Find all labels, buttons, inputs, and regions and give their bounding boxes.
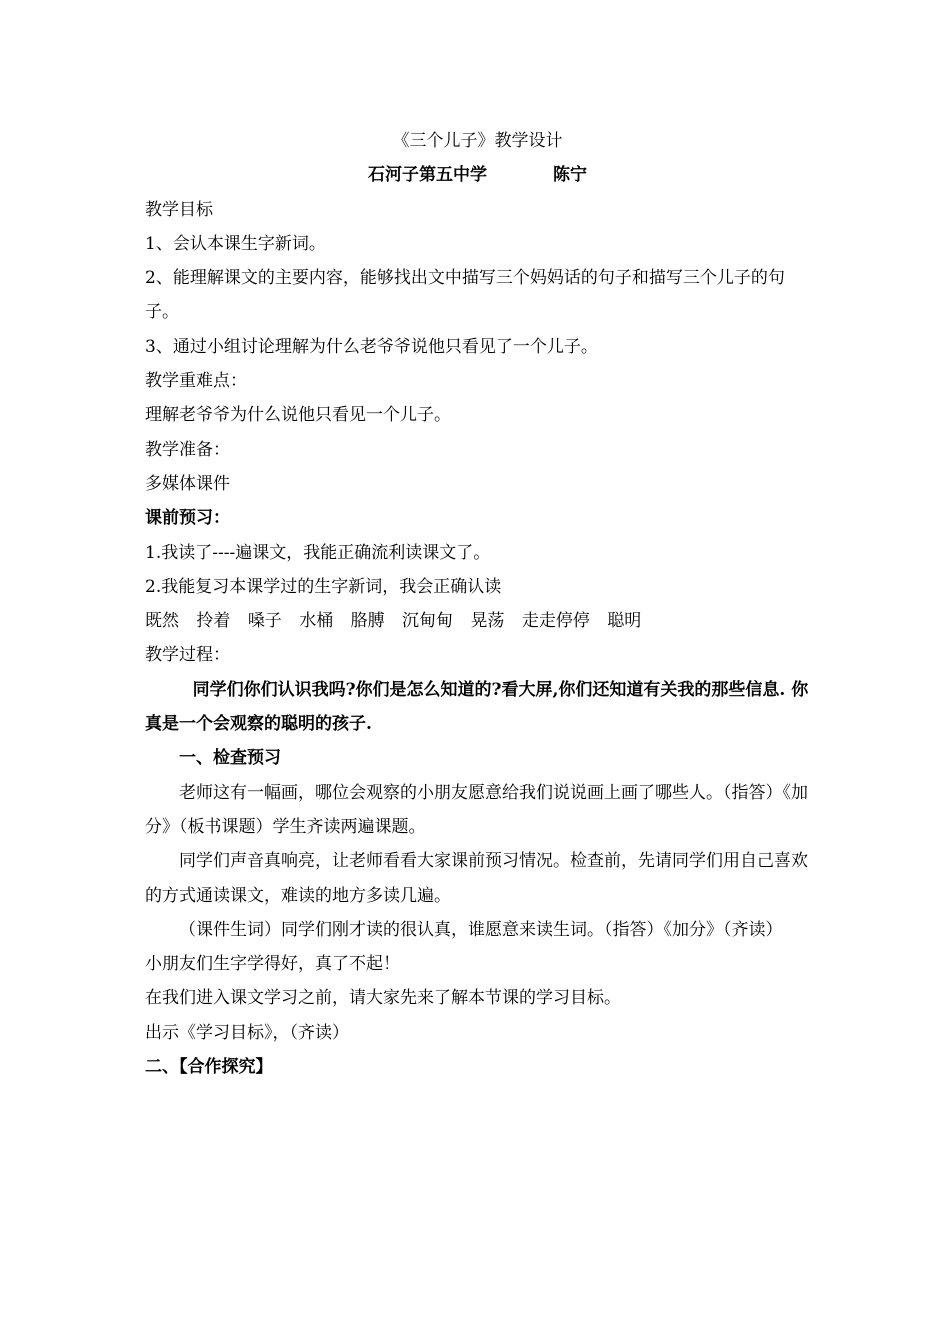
key-points-heading: 教学重难点： bbox=[145, 371, 247, 392]
goals-heading: 教学目标 bbox=[145, 199, 213, 220]
paragraph-6: 出示《学习目标》，（齐读） bbox=[145, 1022, 349, 1043]
section-2-heading: 二、【合作探究】 bbox=[145, 1057, 273, 1078]
school-name: 石河子第五中学 bbox=[368, 165, 487, 186]
vocab-word: 胳膊 bbox=[350, 611, 385, 632]
preview-item-2: 2.我能复习本课学过的生字新词，我会正确认读 bbox=[145, 576, 502, 597]
vocab-word: 既然 bbox=[145, 611, 179, 632]
preview-heading: 课前预习： bbox=[145, 508, 230, 529]
paragraph-5: 在我们进入课文学习之前，请大家先来了解本节课的学习目标。 bbox=[145, 988, 621, 1009]
goal-item-2: 2、能理解课文的主要内容，能够找出文中描写三个妈妈话的句子和描写三个儿子的句子。 bbox=[145, 268, 785, 323]
preview-item-1: 1.我读了----遍课文，我能正确流利读课文了。 bbox=[145, 542, 491, 563]
vocab-word: 嗓子 bbox=[247, 611, 282, 632]
paragraph-2: 同学们声音真响亮，让老师看看大家课前预习情况。检查前，先请同学们用自己喜欢的方式通读课文，难读的地方多读几遍。 bbox=[145, 851, 808, 906]
section-1-heading: 一、检查预习 bbox=[179, 748, 281, 769]
vocab-word: 走走停停 bbox=[521, 611, 590, 632]
document-body bbox=[145, 124, 810, 1084]
paragraph-4: 小朋友们生字学得好，真了不起！ bbox=[145, 954, 400, 975]
goal-item-3: 3、通过小组讨论理解为什么老爷爷说他只看见了一个儿子。 bbox=[145, 336, 598, 357]
paragraph-3: （课件生词）同学们刚才读的很认真，谁愿意来读生词。（指答）《加分》（齐读） bbox=[179, 919, 783, 940]
vocabulary-list bbox=[145, 604, 810, 638]
vocab-word: 拎着 bbox=[196, 611, 231, 632]
process-heading: 教学过程： bbox=[145, 645, 230, 666]
key-points-text: 理解老爷爷为什么说他只看见一个儿子。 bbox=[145, 405, 451, 426]
author-line bbox=[145, 158, 810, 192]
document-title: 《三个儿子》教学设计 bbox=[392, 131, 563, 151]
preparation-heading: 教学准备： bbox=[145, 439, 230, 460]
paragraph-1: 老师这有一幅画，哪位会观察的小朋友愿意给我们说说画上画了哪些人。（指答）《加分》（板书课题）学生齐读两遍课题。 bbox=[145, 782, 808, 837]
vocab-word: 聪明 bbox=[607, 611, 642, 632]
vocab-word: 晃荡 bbox=[470, 611, 505, 632]
vocab-word: 沉甸甸 bbox=[402, 611, 454, 632]
author-name: 陈宁 bbox=[553, 165, 587, 186]
goal-item-1: 1、会认本课生字新词。 bbox=[145, 233, 326, 254]
preparation-text: 多媒体课件 bbox=[145, 473, 230, 494]
intro-paragraph: 同学们你们认识我吗?你们是怎么知道的?看大屏,你们还知道有关我的那些信息. 你真是一个会观察的聪明的孩子. bbox=[145, 679, 809, 735]
vocab-word: 水桶 bbox=[299, 611, 334, 632]
